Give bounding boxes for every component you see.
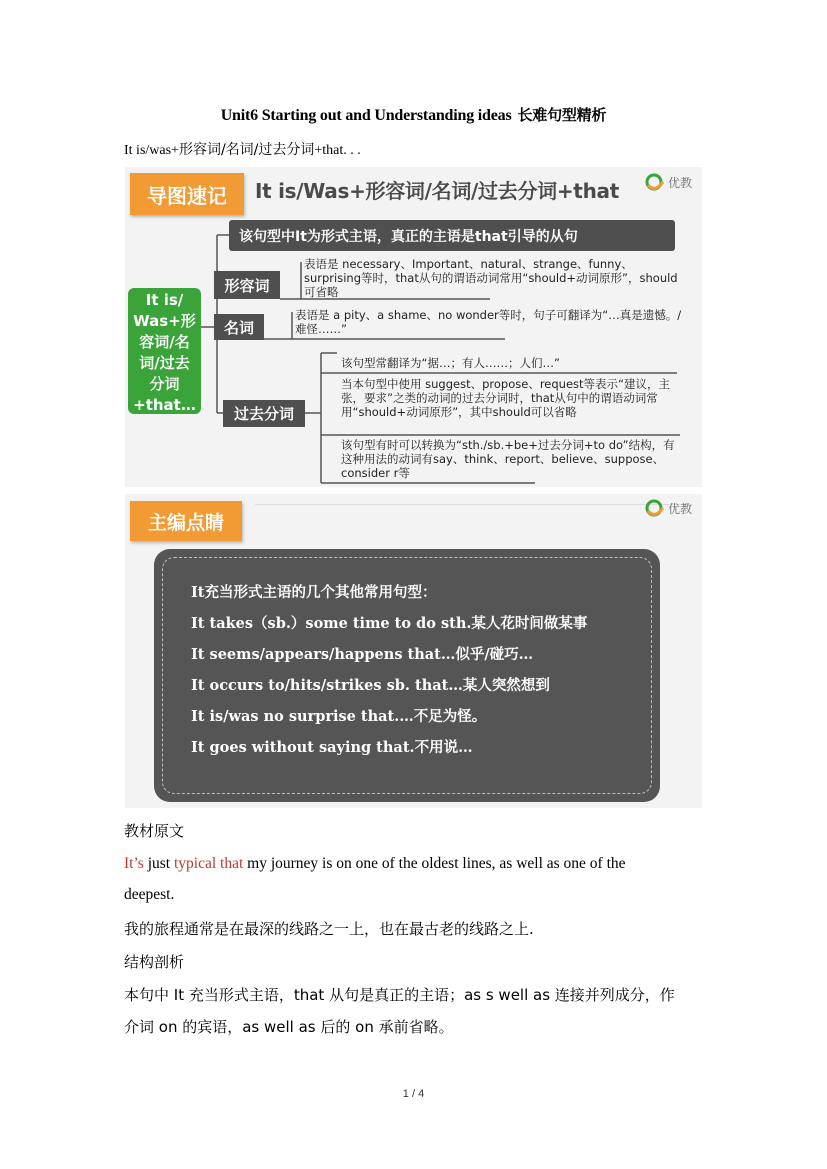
- keypoint-item: It occurs to/hits/strikes sb. that…某人突然想到: [191, 677, 550, 694]
- subtitle-part-1: It is/was+: [124, 143, 179, 158]
- mindmap-root-node: [128, 288, 201, 414]
- keypoint-item: It takes（sb.）some time to do sth.某人花时间做某事: [191, 615, 588, 632]
- branch-adjective-note: 表语是 necessary、Important、natural、strange、funny、surprising等时，that从句的谓语动词常用“should+动词原形”，should可省略: [304, 257, 678, 299]
- section-heading-original-text: 教材原文: [124, 822, 185, 840]
- analysis-line: 介词 on 的宾语，as well as 后的 on 承前省略。: [124, 1018, 454, 1036]
- keypoints-list: [191, 577, 587, 763]
- subtitle-part-2: 形容词/名词/过去分词: [178, 142, 315, 158]
- keypoints-tag: 主编点睛: [130, 501, 242, 541]
- root-line: 分词: [149, 375, 180, 393]
- past-participle-note: 该句型有时可以转换为“sth./sb.+be+过去分词+to do”结构，有这种用法的动词有say、think、report、believe、suppose、consider r等: [341, 438, 675, 480]
- root-line: +that…: [133, 396, 196, 414]
- original-sentence: [124, 855, 626, 873]
- divider: [255, 504, 692, 505]
- highlight-its: It’s: [124, 855, 144, 872]
- brand-logo-icon: [645, 499, 665, 517]
- root-line: It is/: [145, 291, 184, 309]
- mindmap-heading: It is/Was+形容词/名词/过去分词+that: [255, 179, 619, 203]
- keypoint-item: It goes without saying that.不用说…: [191, 739, 473, 756]
- subtitle-part-3: +that. . .: [314, 143, 361, 158]
- past-participle-note: 该句型常翻译为“据…；有人……；人们…”: [341, 356, 560, 370]
- branch-noun: 名词: [214, 314, 264, 340]
- brand-logo-icon: [645, 173, 665, 191]
- main-statement-node: 该句型中It为形式主语，真正的主语是that引导的从句: [229, 220, 675, 251]
- sentence-part: my journey is on one of the oldest lines, as well as one of the: [243, 855, 626, 872]
- keypoint-item: It is/was no surprise that.…不足为怪。: [191, 708, 487, 725]
- past-participle-note: 当本句型中使用 suggest、propose、request等表示“建议，主张，要求”之类的动词的过去分词时，that从句中的谓语动词常用“should+动词原形”，其中should可以省略: [341, 377, 670, 419]
- section-subtitle: [124, 139, 361, 159]
- title-chinese: 长难句型精析: [517, 106, 607, 124]
- analysis-line: 本句中 It 充当形式主语，that 从句是真正的主语；as s well as 连接并列成分，作: [124, 986, 675, 1004]
- branch-past-participle: 过去分词: [223, 400, 305, 427]
- page-number: 1 / 4: [402, 1088, 425, 1100]
- brand-logo-text: 优教: [668, 175, 693, 190]
- brand-logo: [645, 173, 692, 191]
- title-english: Unit6 Starting out and Understanding ideas: [220, 107, 512, 124]
- document-title: [0, 104, 827, 125]
- highlight-typical-that: typical that: [173, 855, 244, 872]
- keypoint-item: It充当形式主语的几个其他常用句型：: [191, 584, 437, 601]
- keypoints-panel: [125, 494, 702, 808]
- mindmap-panel: [125, 167, 702, 487]
- root-line: 词/过去: [139, 354, 190, 372]
- section-heading-structure: 结构剖析: [124, 953, 185, 971]
- keypoint-item: It seems/appears/happens that…似乎/碰巧…: [191, 646, 534, 663]
- branch-noun-note: 表语是 a pity、a shame、no wonder等时，句子可翻译为“…真是遗憾。/难怪……”: [295, 308, 682, 336]
- branch-adjective: 形容词: [214, 271, 280, 299]
- brand-logo-text: 优教: [668, 501, 693, 516]
- sentence-part: just: [143, 855, 174, 872]
- keypoints-card: [154, 549, 660, 802]
- brand-logo: [645, 499, 692, 517]
- mindmap-tag: 导图速记: [130, 173, 244, 215]
- sentence-translation: 我的旅程通常是在最深的线路之一上，也在最古老的线路之上.: [124, 920, 534, 938]
- root-line: 容词/名: [139, 333, 190, 351]
- root-line: Was+形: [133, 312, 196, 330]
- original-sentence-continued: deepest.: [124, 886, 175, 903]
